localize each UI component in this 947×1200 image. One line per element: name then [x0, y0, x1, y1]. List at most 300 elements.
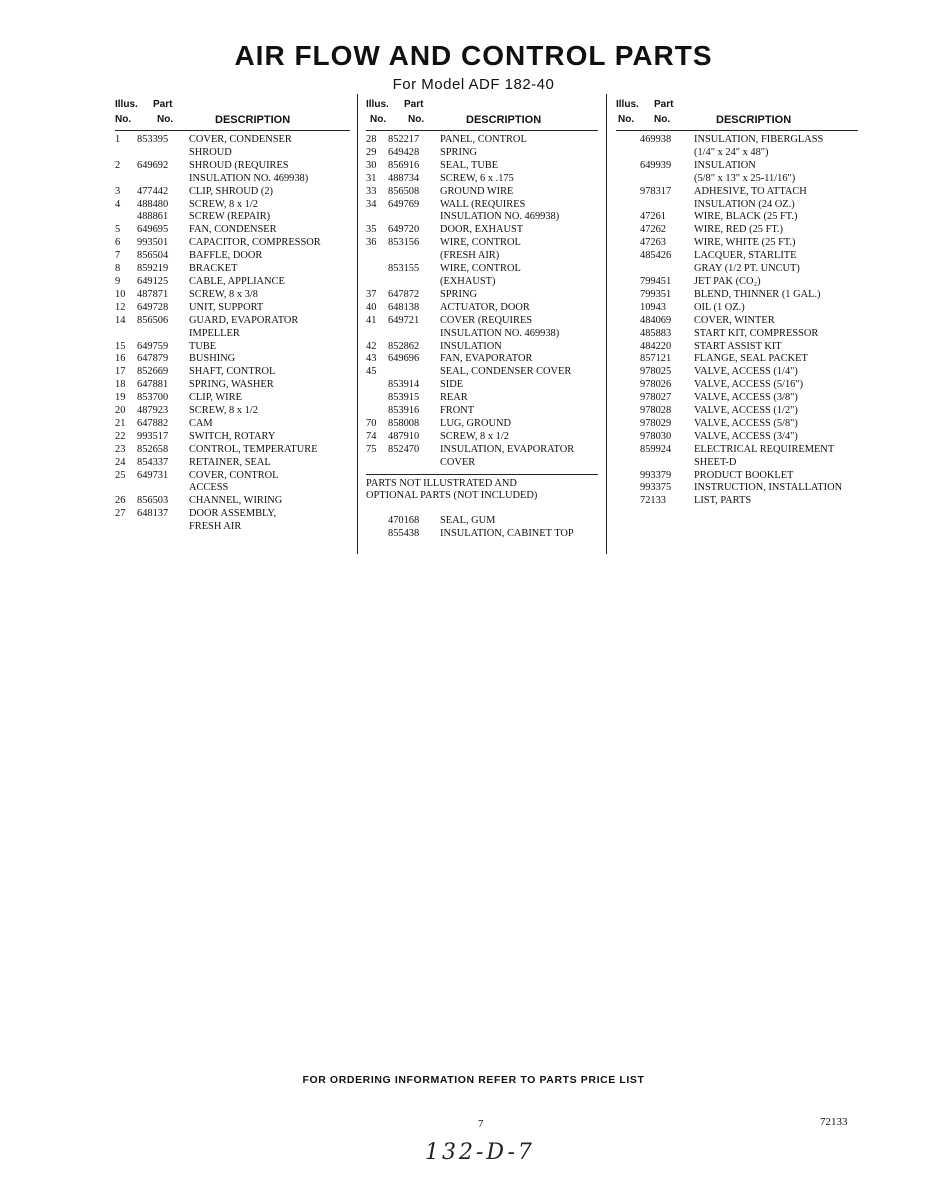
table-row: [616, 405, 858, 418]
description-header: DESCRIPTION: [716, 114, 792, 126]
illus-number: 43: [366, 353, 377, 365]
part-number: 993517: [137, 430, 169, 442]
part-description: COVER: [440, 456, 476, 468]
part-number: 853395: [137, 134, 169, 145]
handwritten-note: 132-D-7: [425, 1140, 535, 1165]
part-number: [388, 250, 440, 263]
illus-number: [616, 444, 640, 457]
table-row: [115, 444, 350, 457]
part-description: START KIT, COMPRESSOR: [694, 327, 819, 339]
part-number: 487923: [137, 405, 169, 417]
part-number: 649696: [388, 353, 420, 365]
table-row: [366, 250, 598, 263]
part-number: 484220: [640, 340, 672, 352]
part-number: 649721: [388, 314, 420, 326]
table-row: [616, 482, 858, 495]
part-number: 649759: [137, 340, 169, 352]
part-description: ADHESIVE, TO ATTACH: [694, 185, 807, 197]
part-description: SCREW, 8 x 1/2: [189, 405, 258, 417]
part-description: SEAL, CONDENSER COVER: [440, 366, 572, 378]
illus-number: [366, 328, 388, 341]
part-number: [640, 199, 694, 212]
table-row: [616, 457, 858, 470]
table-row: [115, 186, 350, 199]
illus-number: 40: [366, 301, 377, 313]
table-row: [115, 315, 350, 328]
illus-number: 4: [115, 198, 121, 210]
table-row: [366, 418, 598, 431]
illus-number: [366, 405, 388, 418]
part-number: 649728: [137, 301, 169, 313]
illus-number: [616, 341, 640, 354]
illus-number: [616, 211, 640, 224]
table-row: [366, 276, 598, 289]
part-description: CONTROL, TEMPERATURE: [189, 443, 318, 455]
table-row: [115, 134, 350, 147]
table-row: [366, 431, 598, 444]
part-description: GUARD, EVAPORATOR: [189, 314, 299, 326]
part-number: 857121: [640, 353, 672, 365]
part-description: INSULATION NO. 469938): [440, 211, 560, 223]
part-description: SCREW (REPAIR): [189, 211, 271, 223]
table-row: [616, 199, 858, 212]
illus-number: 1: [115, 134, 121, 145]
illus-number: 34: [366, 198, 377, 210]
illus-number: 15: [115, 340, 126, 352]
table-row: [616, 341, 858, 354]
part-description: (FRESH AIR): [440, 250, 500, 262]
table-row: [115, 392, 350, 405]
illus-number: 26: [115, 495, 126, 507]
part-number: 856506: [137, 314, 169, 326]
illus-number: [616, 237, 640, 250]
part-number: [388, 457, 440, 470]
part-number: 856508: [388, 185, 420, 197]
illus-header: Illus.: [115, 99, 138, 110]
parts-column-1: [115, 94, 350, 534]
illus-number: 18: [115, 379, 126, 391]
column-header: [115, 94, 350, 131]
illus-number: [366, 250, 388, 263]
illus-number: 74: [366, 430, 377, 442]
part-number: 649428: [388, 146, 420, 158]
part-description: SPRING: [440, 146, 477, 158]
table-row: [366, 186, 598, 199]
illus-number: 17: [115, 366, 126, 378]
part-number: [640, 147, 694, 160]
document-code: 72133: [820, 1116, 848, 1128]
illus-no-header: No.: [115, 114, 132, 125]
part-number: 993375: [640, 482, 672, 494]
table-row: [115, 508, 350, 521]
table-row: [366, 457, 598, 470]
part-description: WIRE, WHITE (25 FT.): [694, 237, 796, 249]
part-description: FLANGE, SEAL PACKET: [694, 353, 808, 365]
part-description: LUG, GROUND: [440, 417, 511, 429]
illus-number: 25: [115, 469, 126, 481]
table-row: [115, 328, 350, 341]
illus-number: [616, 276, 640, 289]
illus-number: [616, 379, 640, 392]
part-description: SIDE: [440, 379, 464, 391]
part-description: REAR: [440, 392, 468, 404]
illus-number: [115, 328, 137, 341]
table-row: [616, 173, 858, 186]
part-number: 978030: [640, 430, 672, 442]
table-row: [115, 431, 350, 444]
part-description: WIRE, CONTROL: [440, 237, 521, 249]
column-divider-right: [606, 94, 607, 554]
illus-number: 75: [366, 443, 377, 455]
illus-number: [616, 315, 640, 328]
part-description: COVER (REQUIRES: [440, 314, 533, 326]
part-number: 852658: [137, 443, 169, 455]
part-number: 856504: [137, 250, 169, 262]
illus-number: 24: [115, 456, 126, 468]
parts-list: [115, 131, 350, 534]
part-description: BUSHING: [189, 353, 236, 365]
part-number: 647882: [137, 417, 169, 429]
part-description: WIRE, CONTROL: [440, 263, 521, 275]
part-description: INSULATION, EVAPORATOR: [440, 443, 575, 455]
part-number: 649720: [388, 224, 420, 236]
part-number: 859924: [640, 443, 672, 455]
part-number: 72133: [640, 495, 666, 507]
table-row: [115, 160, 350, 173]
illus-number: 33: [366, 185, 377, 197]
table-row: [366, 224, 598, 237]
table-row: [616, 160, 858, 173]
part-number: 47261: [640, 211, 666, 223]
table-row: [616, 134, 858, 147]
illus-number: 41: [366, 314, 377, 326]
part-description: IMPELLER: [189, 327, 240, 339]
illus-number: 8: [115, 263, 121, 275]
description-header: DESCRIPTION: [466, 114, 542, 126]
part-description: FAN, CONDENSER: [189, 224, 277, 236]
part-description: SHAFT, CONTROL: [189, 366, 276, 378]
illus-number: 27: [115, 508, 126, 520]
illus-number: [616, 392, 640, 405]
table-row: [115, 147, 350, 160]
part-number: 647872: [388, 288, 420, 300]
illus-number: 10: [115, 288, 126, 300]
illus-number: [616, 289, 640, 302]
part-number: 855438: [388, 528, 420, 540]
part-number: 487910: [388, 430, 420, 442]
part-number: 488480: [137, 198, 169, 210]
illus-number: [115, 211, 137, 224]
illus-number: [616, 263, 640, 276]
illus-number: [616, 470, 640, 483]
parts-list: [366, 131, 598, 470]
part-number: [388, 276, 440, 289]
table-row: [366, 353, 598, 366]
illus-number: 2: [115, 159, 121, 171]
part-number: [137, 328, 189, 341]
part-description: INSULATION NO. 469938): [440, 327, 560, 339]
table-row: [115, 495, 350, 508]
part-no-header: No.: [654, 114, 671, 125]
part-number: [388, 366, 440, 379]
illus-number: 7: [115, 250, 121, 262]
illus-no-header: No.: [618, 114, 635, 125]
table-row: [366, 444, 598, 457]
table-row: [616, 211, 858, 224]
illus-number: [366, 528, 388, 541]
part-description: START ASSIST KIT: [694, 340, 782, 352]
table-row: [366, 315, 598, 328]
note-line: OPTIONAL PARTS (NOT INCLUDED): [366, 490, 538, 502]
part-number: 799451: [640, 275, 672, 287]
illus-number: [366, 515, 388, 528]
illus-number: [616, 224, 640, 237]
table-row: [616, 379, 858, 392]
table-row: [115, 224, 350, 237]
part-number: [640, 263, 694, 276]
illus-number: 31: [366, 172, 377, 184]
part-description: BLEND, THINNER (1 GAL.): [694, 288, 821, 300]
part-description: CAPACITOR, COMPRESSOR: [189, 237, 321, 249]
illus-number: [616, 418, 640, 431]
illus-number: 28: [366, 134, 377, 145]
part-description: INSULATION, CABINET TOP: [440, 528, 574, 540]
part-description: SCREW, 6 x .175: [440, 172, 514, 184]
page-number: 7: [478, 1118, 484, 1130]
illus-number: [616, 353, 640, 366]
part-header: Part: [153, 99, 173, 110]
part-description: VALVE, ACCESS (3/8"): [694, 392, 798, 404]
table-row: [115, 289, 350, 302]
table-row: [366, 515, 598, 528]
illus-number: [616, 250, 640, 263]
part-number: 647879: [137, 353, 169, 365]
part-description: VALVE, ACCESS (5/16"): [694, 379, 804, 391]
part-description: SHEET-D: [694, 456, 737, 468]
part-number: 487871: [137, 288, 169, 300]
part-number: 853156: [388, 237, 420, 249]
table-row: [616, 224, 858, 237]
part-number: [137, 147, 189, 160]
part-number: [137, 482, 189, 495]
part-number: 649731: [137, 469, 169, 481]
part-description: SCREW, 8 x 1/2: [440, 430, 509, 442]
illus-number: [616, 199, 640, 212]
part-description: GRAY (1/2 PT. UNCUT): [694, 263, 800, 275]
illus-number: 20: [115, 405, 126, 417]
part-number: 649939: [640, 159, 672, 171]
parts-list: [616, 131, 858, 508]
table-row: [115, 521, 350, 534]
table-row: [366, 392, 598, 405]
part-description: UNIT, SUPPORT: [189, 301, 264, 313]
table-row: [115, 341, 350, 354]
illus-number: 16: [115, 353, 126, 365]
part-number: 648138: [388, 301, 420, 313]
illus-number: 22: [115, 430, 126, 442]
illus-number: [115, 147, 137, 160]
table-row: [616, 392, 858, 405]
part-description: PANEL, CONTROL: [440, 134, 527, 145]
part-number: 853700: [137, 392, 169, 404]
part-number: 648137: [137, 508, 169, 520]
part-number: 47263: [640, 237, 666, 249]
parts-column-2: [366, 94, 598, 541]
part-number: 993379: [640, 469, 672, 481]
part-number: 978027: [640, 392, 672, 404]
part-description: FRONT: [440, 405, 475, 417]
part-number: 993501: [137, 237, 169, 249]
table-row: [616, 302, 858, 315]
illus-number: [616, 173, 640, 186]
part-description: SHROUD: [189, 146, 232, 158]
table-row: [616, 276, 858, 289]
part-number: [388, 328, 440, 341]
table-row: [616, 237, 858, 250]
part-description: INSULATION NO. 469938): [189, 172, 309, 184]
table-row: [616, 431, 858, 444]
table-row: [115, 482, 350, 495]
part-description: GROUND WIRE: [440, 185, 514, 197]
part-description: COVER, CONDENSER: [189, 134, 292, 145]
illus-number: [115, 521, 137, 534]
illus-number: 12: [115, 301, 126, 313]
illus-number: 6: [115, 237, 121, 249]
part-description: SCREW, 8 x 3/8: [189, 288, 258, 300]
illus-number: [616, 366, 640, 379]
table-row: [366, 366, 598, 379]
part-description: CABLE, APPLIANCE: [189, 275, 285, 287]
illus-header: Illus.: [616, 99, 639, 110]
illus-number: 42: [366, 340, 377, 352]
table-row: [366, 134, 598, 147]
table-row: [366, 528, 598, 541]
part-description: (1/4" x 24" x 48"): [694, 146, 769, 158]
table-row: [115, 302, 350, 315]
table-row: [616, 263, 858, 276]
table-row: [616, 315, 858, 328]
table-row: [115, 379, 350, 392]
illus-header: Illus.: [366, 99, 389, 110]
part-description: CHANNEL, WIRING: [189, 495, 283, 507]
part-number: 649125: [137, 275, 169, 287]
illus-number: 37: [366, 288, 377, 300]
illus-number: [366, 457, 388, 470]
illus-number: 30: [366, 159, 377, 171]
illus-number: [616, 431, 640, 444]
part-number: 488734: [388, 172, 420, 184]
illus-number: [616, 495, 640, 508]
part-number: 469938: [640, 134, 672, 145]
part-number: 854337: [137, 456, 169, 468]
part-number: 858008: [388, 417, 420, 429]
part-description: FRESH AIR: [189, 521, 242, 533]
part-number: 10943: [640, 301, 666, 313]
part-number: 853916: [388, 405, 420, 417]
table-row: [366, 302, 598, 315]
illus-number: [366, 379, 388, 392]
table-row: [616, 328, 858, 341]
part-description: SCREW, 8 x 1/2: [189, 198, 258, 210]
part-description: (5/8" x 13" x 25-11/16"): [694, 172, 796, 184]
illus-number: [616, 186, 640, 199]
part-description: CAM: [189, 417, 213, 429]
part-no-header: No.: [157, 114, 174, 125]
part-number: 477442: [137, 185, 169, 197]
part-number: 856916: [388, 159, 420, 171]
part-number: 978025: [640, 366, 672, 378]
part-description: LIST, PARTS: [694, 495, 752, 507]
part-number: 853914: [388, 379, 420, 391]
part-number: 852217: [388, 134, 420, 145]
part-description: VALVE, ACCESS (3/4"): [694, 430, 798, 442]
table-row: [366, 405, 598, 418]
model-subtitle: For Model ADF 182-40: [392, 76, 555, 93]
part-description: COVER, WINTER: [694, 314, 775, 326]
part-description: BAFFLE, DOOR: [189, 250, 263, 262]
table-row: [366, 263, 598, 276]
part-number: [640, 173, 694, 186]
table-row: [115, 405, 350, 418]
table-row: [366, 160, 598, 173]
part-description: SWITCH, ROTARY: [189, 430, 276, 442]
illus-number: [616, 405, 640, 418]
table-row: [616, 147, 858, 160]
part-description: CLIP, WIRE: [189, 392, 242, 404]
table-row: [366, 199, 598, 212]
part-description: INSULATION, FIBERGLASS: [694, 134, 824, 145]
column-header: [366, 94, 598, 131]
illus-number: 3: [115, 185, 121, 197]
part-description: SEAL, GUM: [440, 515, 496, 527]
illus-number: 23: [115, 443, 126, 455]
table-row: [115, 211, 350, 224]
illus-number: 19: [115, 392, 126, 404]
part-description: WALL (REQUIRES: [440, 198, 526, 210]
illus-number: [115, 482, 137, 495]
part-description: INSTRUCTION, INSTALLATION: [694, 482, 843, 494]
part-description: SEAL, TUBE: [440, 159, 499, 171]
illus-number: 5: [115, 224, 121, 236]
illus-number: [366, 276, 388, 289]
table-row: [115, 457, 350, 470]
illus-number: [616, 134, 640, 147]
column-divider-left: [357, 94, 358, 554]
table-row: [115, 353, 350, 366]
part-number: 978029: [640, 417, 672, 429]
part-description: VALVE, ACCESS (1/4"): [694, 366, 798, 378]
table-row: [616, 353, 858, 366]
illus-number: [366, 211, 388, 224]
part-number: 649769: [388, 198, 420, 210]
table-row: [366, 237, 598, 250]
table-row: [115, 237, 350, 250]
part-number: [137, 521, 189, 534]
part-description: SHROUD (REQUIRES: [189, 159, 289, 171]
table-row: [616, 495, 858, 508]
part-header: Part: [654, 99, 674, 110]
part-description: SPRING, WASHER: [189, 379, 274, 391]
part-description: WIRE, RED (25 FT.): [694, 224, 783, 236]
part-description: JET PAK (CO₂): [694, 275, 761, 287]
description-header: DESCRIPTION: [215, 114, 291, 126]
illus-number: 14: [115, 314, 126, 326]
part-description: LACQUER, STARLITE: [694, 250, 797, 262]
part-description: INSULATION (24 OZ.): [694, 198, 795, 210]
optional-parts-list: [366, 515, 598, 541]
note-line: PARTS NOT ILLUSTRATED AND: [366, 477, 517, 489]
table-row: [366, 328, 598, 341]
